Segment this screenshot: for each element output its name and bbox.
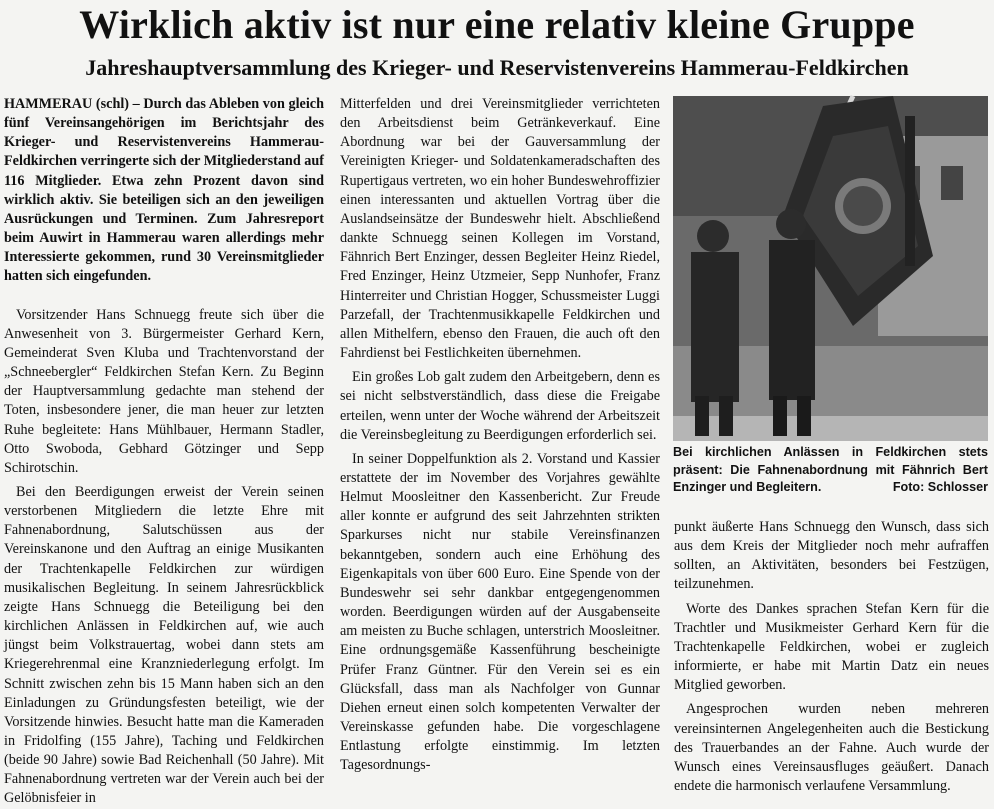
body-paragraph: Bei den Beerdigungen erweist der Verein seinen verstorbenen Mitgliedern die letzte Ehre mit Fahnenabordnung, Salutschüssen aus der Vereinskanone und den Auftrag an einige Musikanten der Trachtenkapelle Feldkirchen zur würdigen musikalischen Begleitung. In seinem Jahresrückblick zeigte Hans Schnuegg die Beteiligung bei den kirchlichen Anlässen in Feldkirchen auf, wie auch jüngst beim Volkstrauertag, wobei dann stets am Kriegerehrenmal eine Kranzniederlegung erfolgt. Im Schnitt zwischen zehn bis 15 Mann haben sich an den Einladungen zu Gründungsfesten beteiligt, wie der Vorsitzende hinwies. Besucht hatte man die Kameraden in Fridolfing (155 Jahre), Taching und Feldkirchen (beide 90 Jahre) sowie Bad Reichenhall (50 Jahre). Mit Fahnenabordnung vertreten war der Verein auch bei der Gelöbnisfeier in (4, 483, 324, 807)
photo-credit: Foto: Schlosser (892, 480, 988, 494)
body-paragraph: punkt äußerte Hans Schnuegg den Wunsch, dass sich aus dem Kreis der Mitglieder noch mehr aufraffen sollten, an Aktivitäten, besonders bei Festzügen, teilzunehmen. (674, 519, 989, 593)
photo-caption (673, 444, 988, 497)
article-column-1 (4, 95, 324, 807)
body-paragraph: Worte des Dankes sprachen Stefan Kern für die Trachtler und Musikmeister Gerhard Kern für die Trachtenkapelle Feldkirchen, wobei er zugleich informierte, er habe mit Martin Datz ein neues Mitglied geworben. (674, 600, 989, 694)
body-paragraph: In seiner Doppelfunktion als 2. Vorstand und Kassier erstattete der im November des Vorjahres gewählte Helmut Moosleitner den Kassenbericht. Zur Freude aller konnte er aufgrund des seit Jahrzehnten strikten Sparkurses nicht nur stabile Vereinsfinanzen bekanntgeben, sondern auch eine Erhöhung des Eigenkapitals von über 600 Euro. Eine Spende von der Bundeswehr sei sehr dankbar entgegengenommen worden. Beerdigungen würden auf der Ausgabenseite am meisten zu Buche schlagen, unterstrich Moosleitner. Eine ordnungsgemäße Kassenführung bescheinigte Prüfer Franz Güntner. Für den Verein sei es ein Glücksfall, dass man als Nachfolger von Gunnar Diehen erneut einen solch kompetenten Verwalter der Vereinskasse gefunden habe. Die vorgeschlagene Entlastung erfolgte einstimmig. Im letzten Tagesordnungs- (340, 450, 660, 774)
flag-bearers-photo (673, 96, 988, 441)
lead-paragraph: HAMMERAU (schl) – Durch das Ableben von gleich fünf Vereinsangehörigen im Berichtsjahr des Krieger- und Reservistenvereins Hammerau-Feldkirchen verringerte sich der Mitgliederstand auf 116 Mitglieder. Etwa zehn Prozent davon sind wirklich aktiv. Sie beteiligen sich an den jeweiligen Ausrückungen und Terminen. Zum Jahresreport beim Auwirt in Hammerau waren allerdings mehr Interessierte gekommen, rund 30 Vereinsmitglieder hatten sich eingefunden. (4, 96, 324, 285)
subheadline: Jahreshauptversammlung des Krieger- und Reservistenvereins Hammerau-Feldkirchen (85, 55, 909, 80)
body-paragraph: Angesprochen wurden neben mehreren vereinsinternen Angelegenheiten auch die Bestickung des Trauerbandes an der Fahne. Auch wurde der Wunsch eines Vereinsausfluges geäußert. Danach endete die harmonisch verlaufene Versammlung. (674, 701, 989, 795)
article-column-3 (674, 518, 989, 795)
body-paragraph: Mitterfelden und drei Vereinsmitglieder verrichteten den Arbeitsdienst beim Getränkeverkauf. Eine Abordnung war bei der Gauversammlung der Vereinigten Krieger- und Soldatenkameradschaften des Rupertigaus vertreten, wo ein hoher Bundeswehroffizier einen interessanten und aktuellen Vortrag über die Auslandseinsätze der Bundeswehr hielt. Abschließend dankte Schnuegg seinen Kollegen im Vorstand, Fähnrich Bert Enzinger, dessen Begleiter Heinz Riedel, Fred Enzinger, Heinz Utzmeier, Sepp Nunhofer, Franz Hinterreiter und Christian Hogger, Schussmeister Luggi Parzefall, der Trachtenmusikkapelle Feldkirchen und allen Mithelfern, ebenso den Frauen, die auch oft den Fahrdienst bei Festlichkeiten übernehmen. (340, 96, 660, 362)
article-column-2 (340, 95, 660, 774)
caption-text: Bei kirchlichen Anlässen in Feldkirchen stets präsent: Die Fahnenabordnung mit Fähnrich Bert Enzinger und Begleitern. (673, 445, 988, 494)
headline: Wirklich aktiv ist nur eine relativ kleine Gruppe (79, 2, 915, 47)
body-paragraph: Vorsitzender Hans Schnuegg freute sich über die Anwesenheit von 3. Bürgermeister Gerhard Kern, Gemeinderat Sven Kluba und Trachtenvorstand der „Schneebergler“ Feldkirchen Stefan Kern. Zu Beginn der Hauptversammlung gedachte man stehend der Toten, insbesondere jener, die man heuer zur letzten Ruhe begleitete: Hans Mühlbauer, Hermann Stadler, Otto Swoboda, Gebhard Götzinger und Sepp Schirotschin. (4, 306, 324, 476)
body-paragraph: Ein großes Lob galt zudem den Arbeitgebern, denn es sei nicht selbstverständlich, dass diese die Freigabe erteilen, wenn unter der Woche während der Arbeitszeit die Vereinsbegleitung zu Beerdigungen erforderlich sei. (340, 369, 660, 443)
